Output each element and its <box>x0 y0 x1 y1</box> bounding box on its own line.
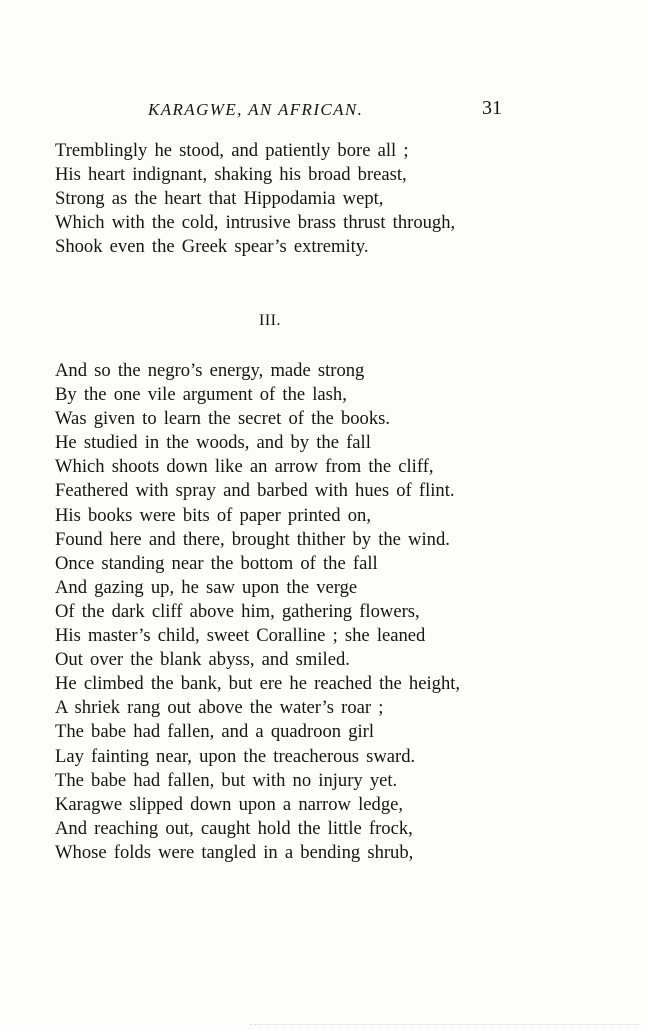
verse-line: Of the dark cliff above him, gathering flowers, <box>55 600 420 622</box>
verse-line: And so the negro’s energy, made strong <box>55 360 365 381</box>
verse-line: Strong as the heart that Hippodamia wept, <box>55 188 384 210</box>
verse-line: Whose folds were tangled in a bending shrub, <box>55 841 414 863</box>
verse-line: Lay fainting near, upon the treacherous sward. <box>55 745 416 767</box>
verse-line: The babe had fallen, but with no injury yet. <box>55 769 398 791</box>
verse-line: Feathered with spray and barbed with hues of flint. <box>55 480 455 502</box>
verse-line: And gazing up, he saw upon the verge <box>55 576 358 598</box>
verse-line: The babe had fallen, and a quadroon girl <box>55 721 375 743</box>
page-number: 31 <box>482 97 502 119</box>
verse-line: A shriek rang out above the water’s roar ; <box>55 697 384 719</box>
verse-line: Out over the blank abyss, and smiled. <box>55 649 350 671</box>
stanza-2 <box>55 359 460 865</box>
verse-line: Once standing near the bottom of the fall <box>55 552 378 574</box>
section-heading: III. <box>259 312 281 329</box>
verse-line: Found here and there, brought thither by the wind. <box>55 528 450 550</box>
verse-line: His books were bits of paper printed on, <box>55 504 371 526</box>
verse-line: His heart indignant, shaking his broad breast, <box>55 164 407 186</box>
scan-specks <box>250 1024 640 1028</box>
verse-line: Shook even the Greek spear’s extremity. <box>55 236 369 258</box>
verse-line: Tremblingly he stood, and patiently bore all ; <box>55 140 409 161</box>
verse-line: Which shoots down like an arrow from the cliff, <box>55 456 434 478</box>
verse-line: His master’s child, sweet Coralline ; she leaned <box>55 625 426 647</box>
running-title: KARAGWE, AN AFRICAN. <box>148 100 364 119</box>
verse-line: He studied in the woods, and by the fall <box>55 432 371 454</box>
verse-line: By the one vile argument of the lash, <box>55 384 347 406</box>
verse-line: He climbed the bank, but ere he reached the height, <box>55 673 461 695</box>
verse-line: And reaching out, caught hold the little frock, <box>55 817 413 839</box>
verse-line: Was given to learn the secret of the books. <box>55 408 391 430</box>
verse-line: Karagwe slipped down upon a narrow ledge, <box>55 793 404 815</box>
stanza-1 <box>55 139 455 259</box>
verse-line: Which with the cold, intrusive brass thrust through, <box>55 212 456 234</box>
